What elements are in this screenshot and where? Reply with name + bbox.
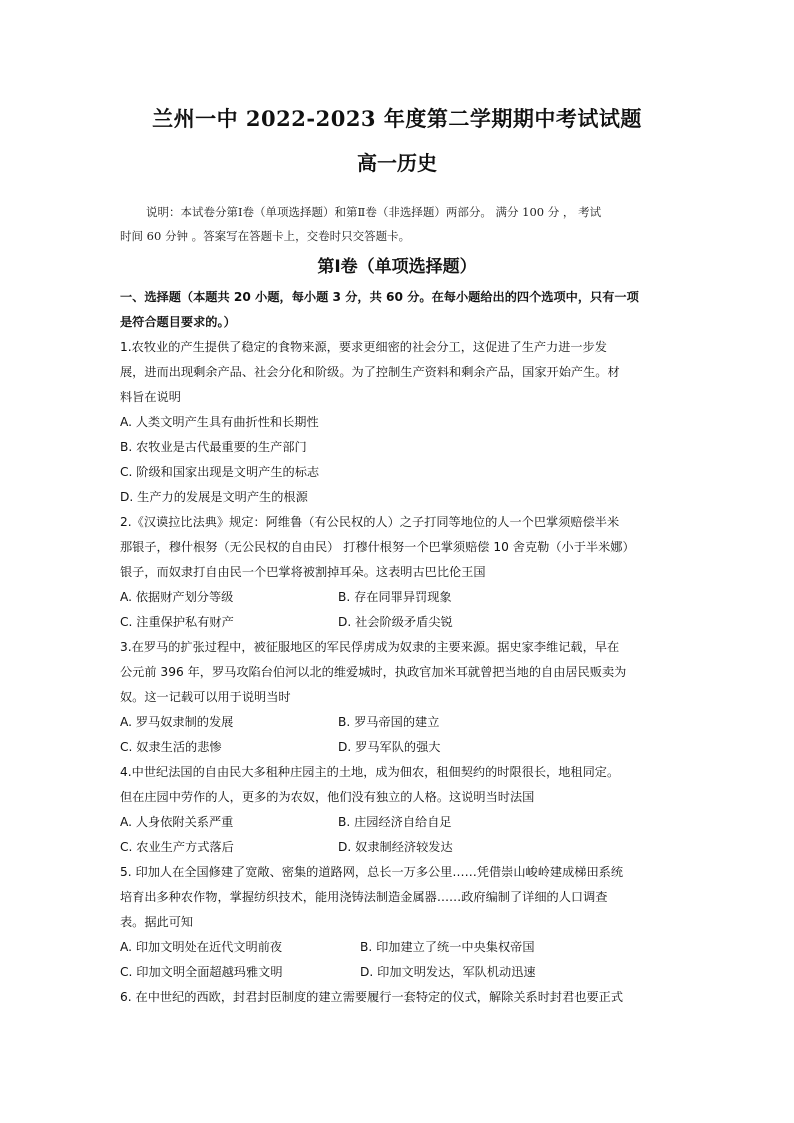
option-d: D. 印加文明发达，军队机动迅速 bbox=[360, 965, 536, 979]
option-b: B. 农牧业是古代最重要的生产部门 bbox=[120, 440, 307, 454]
question-6 bbox=[120, 985, 680, 1010]
question-stem-line: 1.农牧业的产生提供了稳定的食物来源，要求更细密的社会分工，这促进了生产力进一步发 bbox=[120, 340, 607, 354]
question-stem-line: 公元前 396 年，罗马攻陷台伯河以北的维爱城时，执政官加米耳就曾把当地的自由居民贩卖为 bbox=[120, 665, 627, 679]
question-stem-line: 6. 在中世纪的西欧，封君封臣制度的建立需要履行一套特定的仪式，解除关系时封君也要正式 bbox=[120, 990, 624, 1004]
question-stem-line: 5. 印加人在全国修建了宽敞、密集的道路网，总长一万多公里……凭借崇山峻岭建成梯田系统 bbox=[120, 865, 624, 879]
option-a: A. 依据财产划分等级 bbox=[120, 590, 234, 604]
option-row bbox=[120, 610, 680, 635]
option-a: A. 罗马奴隶制的发展 bbox=[120, 715, 234, 729]
section-title: 第Ⅰ卷（单项选择题） bbox=[317, 257, 477, 277]
option-row bbox=[120, 585, 680, 610]
option-row bbox=[120, 810, 680, 835]
question-5 bbox=[120, 860, 680, 985]
exam-subject: 高一历史 bbox=[357, 151, 437, 175]
option-d: D. 罗马军队的强大 bbox=[338, 740, 441, 754]
question-stem-line: 培育出多种农作物，掌握纺织技术，能用浇铸法制造金属器……政府编制了详细的人口调查 bbox=[120, 890, 608, 904]
question-stem-line: 料旨在说明 bbox=[120, 390, 181, 404]
option-a: A. 印加文明处在近代文明前夜 bbox=[120, 940, 283, 954]
option-b: B. 罗马帝国的建立 bbox=[338, 715, 440, 729]
option-a: A. 人类文明产生具有曲折性和长期性 bbox=[120, 415, 319, 429]
instructions-line2: 是符合题目要求的。） bbox=[120, 315, 236, 329]
option-c: C. 印加文明全面超越玛雅文明 bbox=[120, 965, 283, 979]
question-2 bbox=[120, 510, 680, 635]
instructions-line1: 一、选择题（本题共 20 小题，每小题 3 分，共 60 分。在每小题给出的四个选项中，只有一项 bbox=[120, 290, 639, 304]
option-c: C. 农业生产方式落后 bbox=[120, 840, 234, 854]
option-a: A. 人身依附关系严重 bbox=[120, 815, 234, 829]
option-d: D. 奴隶制经济较发达 bbox=[338, 840, 453, 854]
question-stem-line: 那银子，穆什根努（无公民权的自由民） 打穆什根努一个巴掌须赔偿 10 舍克勒（小于半米娜） bbox=[120, 540, 635, 554]
question-4 bbox=[120, 760, 680, 860]
question-stem-line: 3.在罗马的扩张过程中，被征服地区的军民俘虏成为奴隶的主要来源。据史家李维记载，早在 bbox=[120, 640, 620, 654]
option-c: C. 注重保护私有财产 bbox=[120, 615, 234, 629]
option-row bbox=[120, 710, 680, 735]
question-stem-line: 4.中世纪法国的自由民大多租种庄园主的土地，成为佃农，租佃契约的时限很长，地租同定。 bbox=[120, 765, 620, 779]
option-b: B. 存在同罪异罚现象 bbox=[338, 590, 452, 604]
question-stem-line: 银子，而奴隶打自由民一个巴掌将被割掉耳朵。这表明古巴比伦王国 bbox=[120, 565, 486, 579]
option-row bbox=[120, 735, 680, 760]
exam-body bbox=[120, 285, 680, 1010]
option-row bbox=[120, 935, 680, 960]
option-d: D. 生产力的发展是文明产生的根源 bbox=[120, 490, 308, 504]
question-3 bbox=[120, 635, 680, 760]
option-c: C. 奴隶生活的悲惨 bbox=[120, 740, 222, 754]
option-c: C. 阶级和国家出现是文明产生的标志 bbox=[120, 465, 320, 479]
question-stem-line: 表。据此可知 bbox=[120, 915, 194, 929]
exam-title: 兰州一中 2022-2023 年度第二学期期中考试试题 bbox=[152, 106, 642, 131]
option-b: B. 印加建立了统一中央集权帝国 bbox=[360, 940, 535, 954]
question-stem-line: 奴。这一记载可以用于说明当时 bbox=[120, 690, 291, 704]
exam-note-line2: 时间 60 分钟 。答案写在答题卡上，交卷时只交答题卡。 bbox=[120, 229, 411, 243]
exam-note-line1: 说明：本试卷分第Ⅰ卷（单项选择题）和第Ⅱ卷（非选择题）两部分。 满分 100 分 ， 考试 bbox=[146, 205, 602, 219]
option-row bbox=[120, 960, 680, 985]
question-stem-line: 2.《汉谟拉比法典》规定：阿维鲁（有公民权的人）之子打同等地位的人一个巴掌须赔偿半米 bbox=[120, 515, 620, 529]
option-b: B. 庄园经济自给自足 bbox=[338, 815, 452, 829]
option-d: D. 社会阶级矛盾尖锐 bbox=[338, 615, 453, 629]
question-stem-line: 展，进而出现剩余产品、社会分化和阶级。为了控制生产资料和剩余产品，国家开始产生。材 bbox=[120, 365, 620, 379]
option-row bbox=[120, 835, 680, 860]
question-stem-line: 但在庄园中劳作的人，更多的为农奴，他们没有独立的人格。这说明当时法国 bbox=[120, 790, 535, 804]
question-1 bbox=[120, 335, 680, 510]
